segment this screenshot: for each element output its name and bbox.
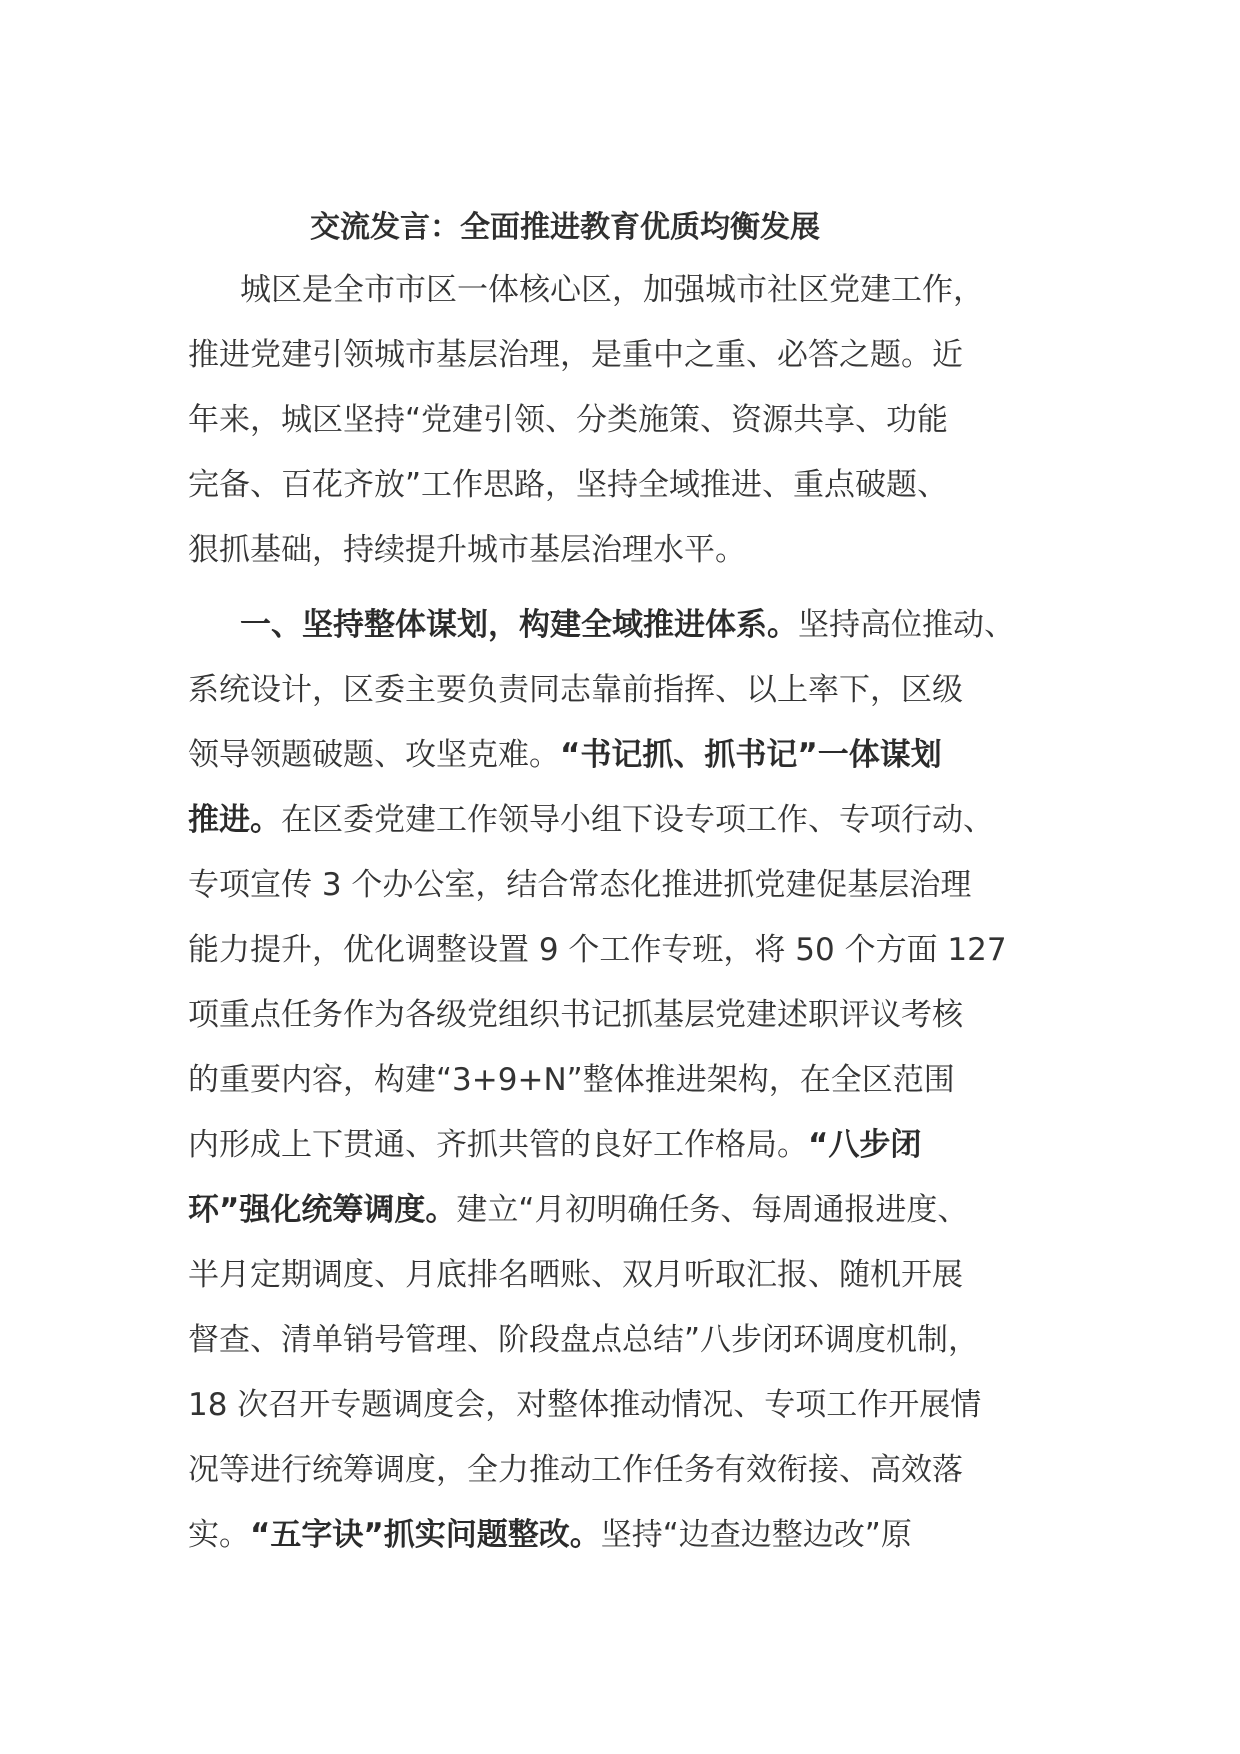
section-line: 况等进行统筹调度，全力推动工作任务有效衔接、高效落 [188, 1452, 963, 1488]
section-text: 建立“月初明确任务、每周通报进度、 [456, 1192, 969, 1228]
intro-line: 年来，城区坚持“党建引领、分类施策、资源共享、功能 [188, 402, 949, 438]
section-line [188, 1503, 1068, 1568]
section-heading: 一、坚持整体谋划，构建全域推进体系。 [240, 607, 798, 643]
section-line [188, 593, 1068, 658]
section-line: 项重点任务作为各级党组织书记抓基层党建述职评议考核 [188, 997, 963, 1033]
section-line: 18 次召开专题调度会，对整体推动情况、专项工作开展情 [188, 1387, 982, 1423]
subheading-bold: “五字诀”抓实问题整改。 [250, 1517, 601, 1553]
section-text: 领导领题破题、攻坚克难。 [188, 737, 560, 773]
section-line [188, 1178, 1068, 1243]
section-text: 内形成上下贯通、齐抓共管的良好工作格局。 [188, 1127, 808, 1163]
document-body [188, 258, 1068, 1568]
section-text: 坚持“边查边整边改”原 [600, 1517, 912, 1553]
intro-line: 推进党建引领城市基层治理，是重中之重、必答之题。近 [188, 337, 963, 373]
section-line: 系统设计，区委主要负责同志靠前指挥、以上率下，区级 [188, 672, 963, 708]
section-one-paragraph [188, 593, 1068, 1568]
section-text: 实。 [188, 1517, 250, 1553]
section-line [188, 1113, 1068, 1178]
intro-line: 完备、百花齐放”工作思路，坚持全域推进、重点破题、 [188, 467, 949, 503]
intro-line: 城区是全市市区一体核心区，加强城市社区党建工作， [240, 272, 984, 308]
document-title: 交流发言：全面推进教育优质均衡发展 [310, 210, 820, 245]
section-text: 在区委党建工作领导小组下设专项工作、专项行动、 [281, 802, 994, 838]
section-text: 坚持高位推动、 [798, 607, 1015, 643]
subheading-bold: 环”强化统筹调度。 [188, 1192, 457, 1228]
section-line: 能力提升，优化调整设置 9 个工作专班，将 50 个方面 127 [188, 932, 1007, 968]
section-line: 督查、清单销号管理、阶段盘点总结”八步闭环调度机制， [188, 1322, 980, 1358]
intro-paragraph [188, 258, 1068, 583]
subheading-bold: “书记抓、抓书记”一体谋划 [560, 737, 942, 773]
subheading-bold: “八步闭 [808, 1127, 922, 1163]
section-line: 专项宣传 3 个办公室，结合常态化推进抓党建促基层治理 [188, 867, 972, 903]
section-line [188, 723, 1068, 788]
section-line [188, 788, 1068, 853]
intro-line: 狠抓基础，持续提升城市基层治理水平。 [188, 532, 746, 568]
subheading-bold: 推进。 [188, 802, 281, 838]
section-line: 的重要内容，构建“3+9+N”整体推进架构，在全区范围 [188, 1062, 955, 1098]
section-line: 半月定期调度、月底排名晒账、双月听取汇报、随机开展 [188, 1257, 963, 1293]
